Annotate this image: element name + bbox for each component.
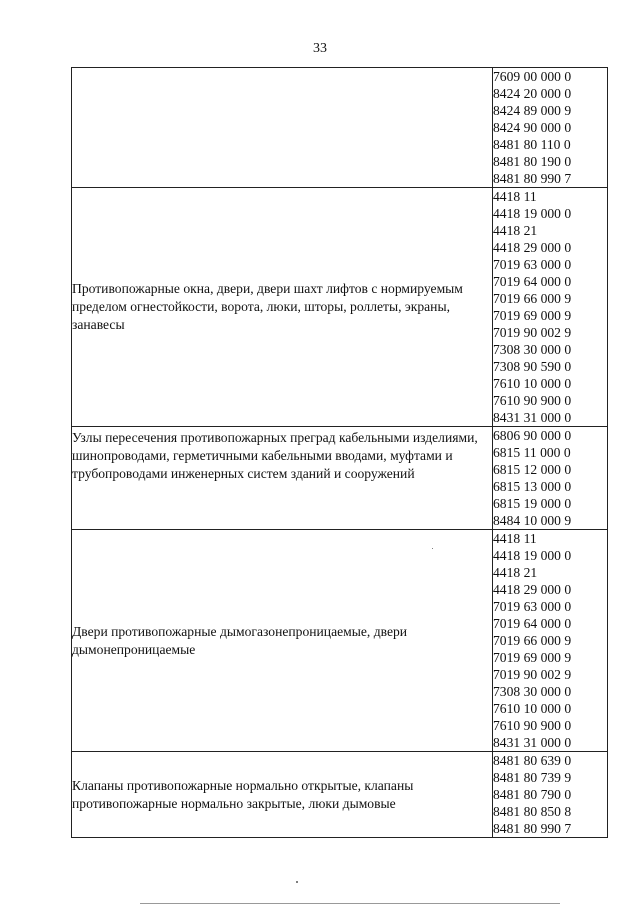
tn-ved-code: 4418 21 (493, 223, 538, 238)
tn-ved-code: 8481 80 790 0 (493, 787, 572, 802)
tn-ved-code: 4418 21 (493, 565, 538, 580)
tn-ved-code: 7308 30 000 0 (493, 684, 572, 699)
tn-ved-code: 8481 80 639 0 (493, 753, 572, 768)
tn-ved-code: 8481 80 850 8 (493, 804, 572, 819)
tn-ved-code: 4418 19 000 0 (493, 206, 572, 221)
tn-ved-code: 4418 29 000 0 (493, 582, 572, 597)
classification-table (71, 67, 608, 838)
tn-ved-code: 7019 90 002 9 (493, 667, 572, 682)
description-cell (72, 752, 493, 838)
tn-ved-code: 7019 64 000 0 (493, 616, 572, 631)
tn-ved-code: 8481 80 110 0 (493, 137, 571, 152)
tn-ved-code: 6815 13 000 0 (493, 479, 572, 494)
codes-cell (493, 188, 608, 427)
table-row (72, 188, 608, 427)
tn-ved-code: 7610 10 000 0 (493, 701, 572, 716)
tn-ved-code: 8431 31 000 0 (493, 410, 572, 425)
tn-ved-code: 8424 90 000 0 (493, 120, 572, 135)
tn-ved-code: 8481 80 990 7 (493, 821, 572, 836)
description-text: Узлы пересечения противопожарных преград кабельными изделиями, шинопроводами, герметичными кабельными вводами, муфтами и трубопроводами инженерных систем зданий и сооружений (72, 430, 478, 481)
tn-ved-code: 8481 80 739 9 (493, 770, 572, 785)
tn-ved-code: 7019 63 000 0 (493, 599, 572, 614)
tn-ved-code: 4418 11 (493, 531, 537, 546)
table-row (72, 68, 608, 188)
description-cell (72, 427, 493, 530)
description-cell (72, 530, 493, 752)
tn-ved-code: 4418 29 000 0 (493, 240, 572, 255)
description-cell (72, 68, 493, 188)
description-text: Двери противопожарные дымогазонепроницаемые, двери дымонепроницаемые (72, 623, 408, 657)
tn-ved-code: 7308 30 000 0 (493, 342, 572, 357)
codes-cell (493, 752, 608, 838)
tn-ved-code: 8431 31 000 0 (493, 735, 572, 750)
tn-ved-code: 7019 90 002 9 (493, 325, 572, 340)
tn-ved-code: 7019 66 000 9 (493, 291, 572, 306)
table-row (72, 530, 608, 752)
tn-ved-code: 8481 80 990 7 (493, 171, 572, 186)
description-text: Клапаны противопожарные нормально открытые, клапаны противопожарные нормально закрытые, люки дымовые (72, 777, 414, 811)
scan-speck (296, 881, 298, 883)
tn-ved-code: 8481 80 190 0 (493, 154, 572, 169)
page-number: 33 (313, 41, 327, 56)
tn-ved-code: 7019 66 000 9 (493, 633, 572, 648)
table-row (72, 752, 608, 838)
tn-ved-code: 7019 69 000 9 (493, 650, 572, 665)
scan-edge-line (140, 903, 560, 904)
tn-ved-code: 8424 89 000 9 (493, 103, 572, 118)
description-text: Противопожарные окна, двери, двери шахт лифтов с нормируемым пределом огнестойкости, ворота, люки, шторы, роллеты, экраны, занавесы (72, 281, 463, 332)
tn-ved-code: 7019 63 000 0 (493, 257, 572, 272)
tn-ved-code: 7308 90 590 0 (493, 359, 572, 374)
tn-ved-code: 7019 64 000 0 (493, 274, 572, 289)
tn-ved-code: 6806 90 000 0 (493, 428, 572, 443)
tn-ved-code: 4418 19 000 0 (493, 548, 572, 563)
tn-ved-code: 8484 10 000 9 (493, 513, 572, 528)
tn-ved-code: 7610 90 900 0 (493, 393, 572, 408)
tn-ved-code: 6815 12 000 0 (493, 462, 572, 477)
tn-ved-code: 8424 20 000 0 (493, 86, 572, 101)
tn-ved-code: 4418 11 (493, 189, 537, 204)
codes-cell (493, 68, 608, 188)
tn-ved-code: 7609 00 000 0 (493, 69, 572, 84)
tn-ved-code: 7610 10 000 0 (493, 376, 572, 391)
codes-cell (493, 530, 608, 752)
tn-ved-code: 7019 69 000 9 (493, 308, 572, 323)
tn-ved-code: 6815 11 000 0 (493, 445, 571, 460)
description-cell (72, 188, 493, 427)
codes-cell (493, 427, 608, 530)
tn-ved-code: 6815 19 000 0 (493, 496, 572, 511)
tn-ved-code: 7610 90 900 0 (493, 718, 572, 733)
table-row (72, 427, 608, 530)
scan-speck (432, 548, 433, 549)
